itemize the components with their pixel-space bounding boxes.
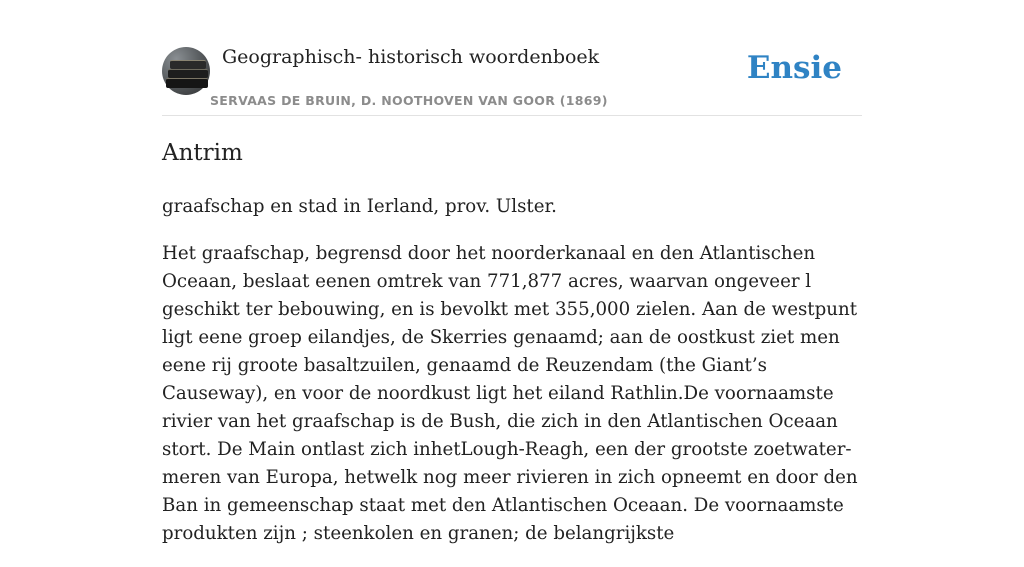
dictionary-avatar[interactable] — [162, 47, 210, 95]
entry-paragraph: graafschap en stad in Ierland, prov. Ulster. — [162, 196, 557, 217]
ensie-logo-link[interactable]: Ensie — [746, 50, 842, 86]
dictionary-title[interactable]: Geographisch- historisch woordenboek — [222, 46, 600, 68]
entry-body — [162, 193, 862, 567]
dictionary-author: SERVAAS DE BRUIN, D. NOOTHOVEN VAN GOOR (1869) — [210, 93, 608, 108]
book-icon — [168, 69, 208, 78]
dictionary-header — [162, 40, 862, 116]
book-icon — [170, 60, 206, 69]
entry-title: Antrim — [162, 140, 243, 166]
book-icon — [166, 78, 208, 88]
entry-paragraph: Het graafschap, begrensd door het noorderkanaal en den Atlantischen Oceaan, beslaat eenen omtrek van 771,877 acres, waarvan ongeveer l geschikt ter bebouwing, en is bevolkt met 355,000 zielen. Aan de westpunt ligt eene groep eilandjes, de Skerries genaamd; aan de oostkust ziet men eene rij groote basaltzuilen, genaamd de Reuzendam (the Giant’s Causeway), en voor de noordkust ligt het eiland Rathlin.De voornaamste rivier van het graafschap is de Bush, die zich in den Atlantischen Oceaan stort. De Main ontlast zich inhetLough-Reagh, een der grootste zoetwater-meren van Europa, hetwelk nog meer rivieren in zich opneemt en door den Ban in gemeenschap staat met den Atlantischen Oceaan. De voornaamste produkten zijn ; steenkolen en granen; de belangrijkste — [162, 243, 858, 544]
